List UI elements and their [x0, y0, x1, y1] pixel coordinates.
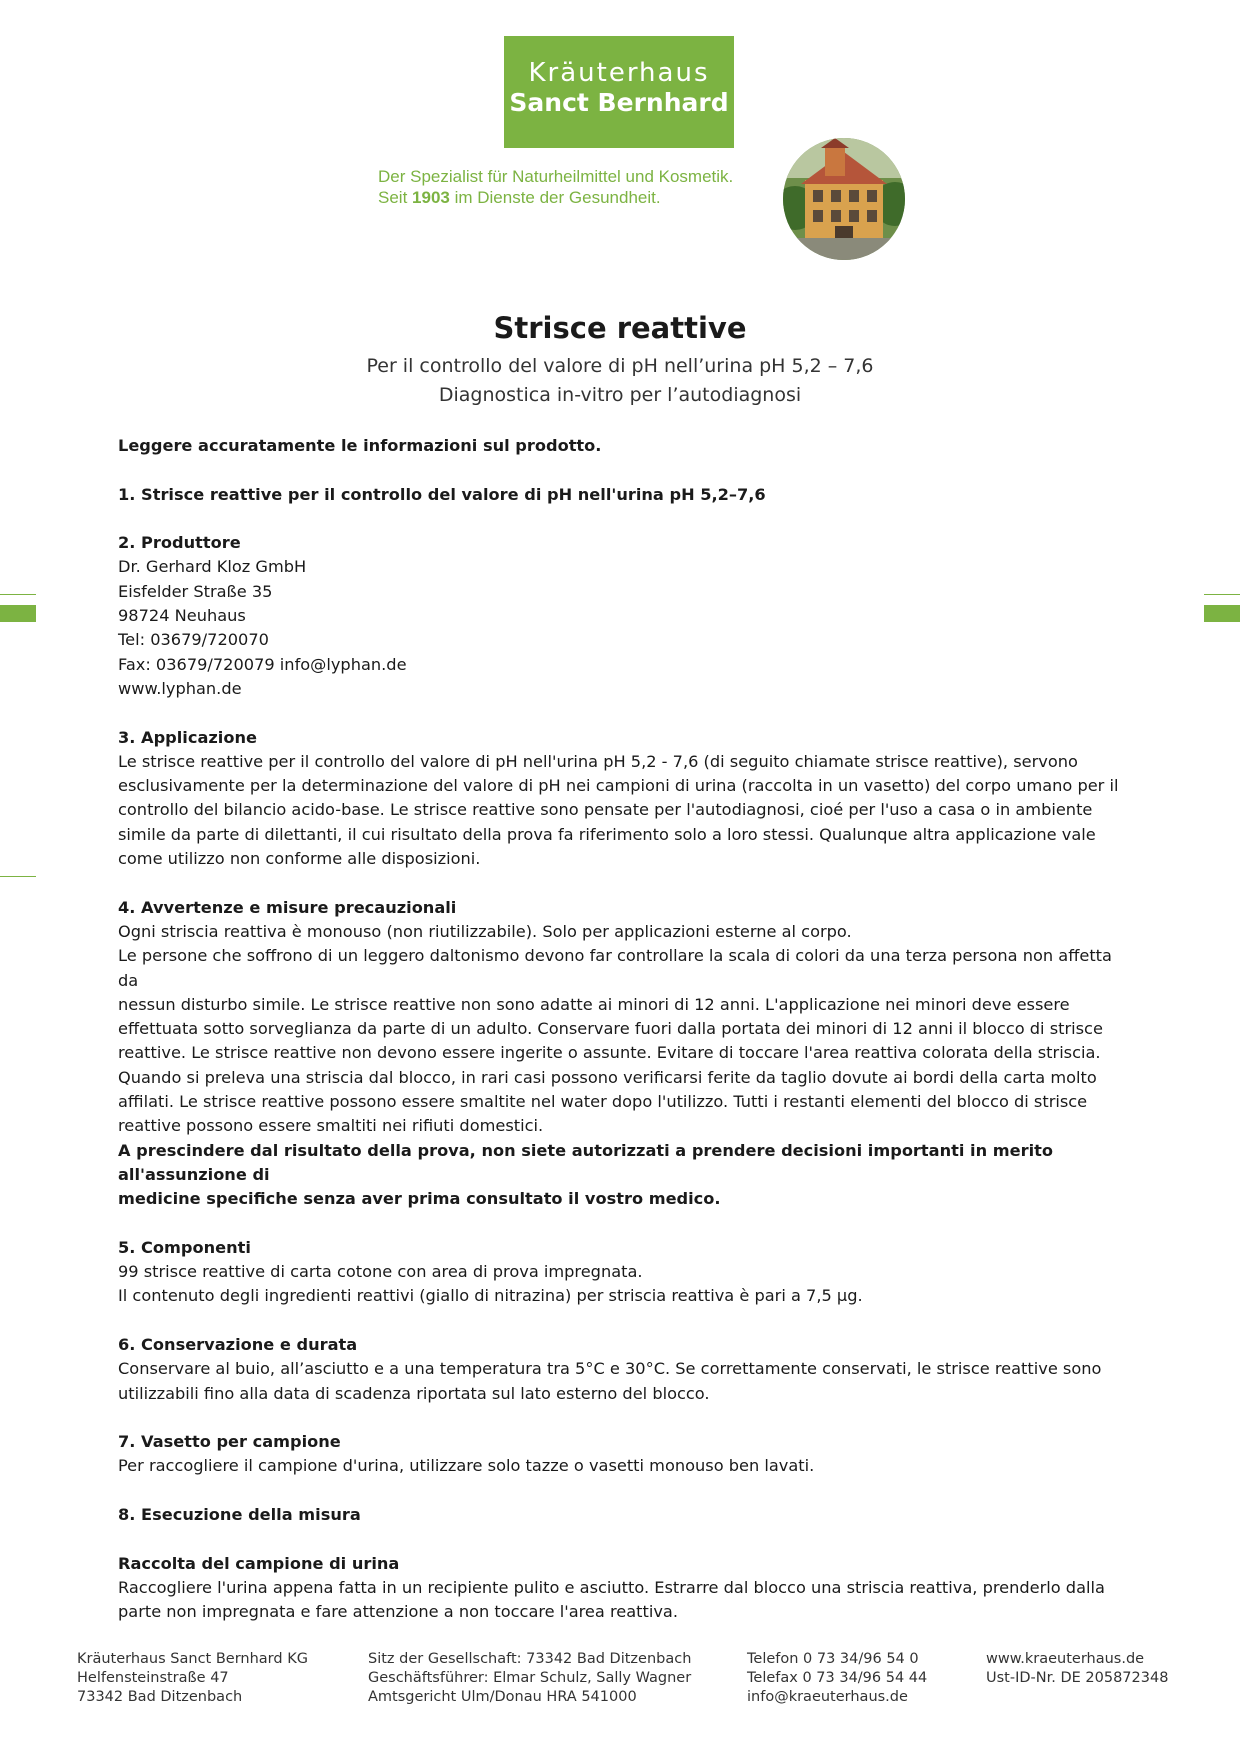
section-3-text: come utilizzo non conforme alle disposizioni. [118, 849, 481, 869]
section-7-text: Per raccogliere il campione d'urina, utilizzare solo tazze o vasetti monouso ben lavati. [118, 1456, 815, 1476]
section-2-heading: 2. Produttore [118, 533, 241, 553]
building-photo-image [783, 138, 905, 260]
footer-court: Amtsgericht Ulm/Donau HRA 541000 [368, 1689, 637, 1705]
section-8a-text: Raccogliere l'urina appena fatta in un recipiente pulito e asciutto. Estrarre dal blocco una striscia reattiva, prenderlo dalla [118, 1577, 1105, 1597]
manufacturer-name: Dr. Gerhard Kloz GmbH [118, 557, 307, 577]
section-5-text: Il contenuto degli ingredienti reattivi (giallo di nitrazina) per striscia reattiva è pari a 7,5 µg. [118, 1286, 863, 1306]
section-3-text: controllo del bilancio acido-base. Le strisce reattive sono pensate per l'autodiagnosi, cioé per l'uso a casa o in ambiente [118, 800, 1093, 820]
manufacturer-city: 98724 Neuhaus [118, 606, 246, 626]
manufacturer-website: www.lyphan.de [118, 678, 242, 698]
section-8a-text: parte non impregnata e fare attenzione a non toccare l'area reattiva. [118, 1602, 678, 1622]
section-3-heading: 3. Applicazione [118, 727, 257, 747]
footer-phone: Telefon 0 73 34/96 54 0 [747, 1651, 919, 1667]
section-4-text: reattive possono essere smaltiti nei rifiuti domestici. [118, 1116, 544, 1136]
footer-seat: Sitz der Gesellschaft: 73342 Bad Ditzenbach [368, 1651, 692, 1667]
section-8a [118, 1552, 1128, 1625]
section-4-text: affilati. Le strisce reattive possono essere smaltite nel water dopo l'utilizzo. Tutti i restanti elementi del blocco di strisce [118, 1092, 1088, 1112]
manufacturer-fax-email: Fax: 03679/720079 info@lyphan.de [118, 654, 407, 674]
brand-name-line1: Kräuterhaus [528, 58, 710, 88]
section-4-text: Le persone che soffrono di un leggero daltonismo devono far controllare la scala di colori da una terza persona non affetta da [118, 946, 1112, 990]
section-4-text: Ogni striscia reattiva è monouso (non riutilizzabile). Solo per applicazioni esterne al corpo. [118, 921, 852, 941]
brand-tagline [378, 166, 733, 208]
section-5-heading: 5. Componenti [118, 1237, 251, 1257]
section-6-heading: 6. Conservazione e durata [118, 1334, 358, 1354]
section-4-text: effettuata sotto sorveglianza da parte di un adulto. Conservare fuori dalla portata dei minori di 12 anni il blocco di strisce [118, 1019, 1103, 1039]
section-8-heading: 8. Esecuzione della misura [118, 1505, 361, 1525]
section-3 [118, 726, 1128, 872]
section-5 [118, 1236, 1128, 1309]
section-6-text: Conservare al buio, all’asciutto e a una temperatura tra 5°C e 30°C. Se correttamente conservati, le strisce reattive sono [118, 1359, 1102, 1379]
footer-company-city: 73342 Bad Ditzenbach [77, 1689, 243, 1705]
intro-text: Leggere accuratamente le informazioni sul prodotto. [118, 436, 602, 455]
footer-website: www.kraeuterhaus.de [986, 1651, 1145, 1667]
section-4-warning: A prescindere dal risultato della prova, non siete autorizzati a prendere decisioni importanti in merito all'assunzione di [118, 1140, 1053, 1184]
document-title: Strisce reattive [493, 311, 747, 345]
section-4-warning: medicine specifiche senza aver prima consultato il vostro medico. [118, 1189, 721, 1209]
section-2 [118, 531, 1128, 701]
document-subtitle-1: Per il controllo del valore di pH nell’urina pH 5,2 – 7,6 [366, 355, 874, 377]
footer-contact [747, 1650, 927, 1707]
footer-company-name: Kräuterhaus Sanct Bernhard KG [77, 1651, 308, 1667]
right-fold-line-top [1204, 594, 1240, 595]
footer-vat-id: Ust-ID-Nr. DE 205872348 [986, 1670, 1169, 1686]
document-body [118, 434, 1128, 1649]
section-5-text: 99 strisce reattive di carta cotone con area di prova impregnata. [118, 1262, 643, 1282]
manufacturer-phone: Tel: 03679/720070 [118, 630, 269, 650]
left-fold-line-bottom [0, 876, 36, 877]
footer-fax: Telefax 0 73 34/96 54 44 [747, 1670, 928, 1686]
section-6-text: utilizzabili fino alla data di scadenza riportata sul lato esterno del blocco. [118, 1383, 710, 1403]
manufacturer-street: Eisfelder Straße 35 [118, 581, 273, 601]
section-4-text: nessun disturbo simile. Le strisce reattive non sono adatte ai minori di 12 anni. L'applicazione nei minori deve essere [118, 994, 1070, 1014]
section-4-text: Quando si preleva una striscia dal blocco, in rari casi possono verificarsi ferite da taglio dovute ai bordi della carta molto [118, 1067, 1097, 1087]
brand-name-line2: Sanct Bernhard [509, 88, 729, 117]
document-subtitle-2: Diagnostica in-vitro per l’autodiagnosi [438, 384, 802, 406]
section-3-text: esclusivamente per la determinazione del valore di pH nei campioni di urina (raccolta in un vasetto) del corpo umano per il [118, 776, 1119, 796]
tagline-line2: Seit 1903 im Dienste der Gesundheit. [378, 188, 661, 207]
brand-logo [504, 36, 734, 148]
footer-legal [368, 1650, 691, 1707]
footer-company-street: Helfensteinstraße 47 [77, 1670, 229, 1686]
section-1-heading: 1. Strisce reattive per il controllo del valore di pH nell'urina pH 5,2–7,6 [118, 484, 766, 504]
section-7-heading: 7. Vasetto per campione [118, 1432, 341, 1452]
section-8a-heading: Raccolta del campione di urina [118, 1553, 400, 1573]
section-4 [118, 896, 1128, 1212]
footer-company [77, 1650, 308, 1707]
section-4-text: reattive. Le strisce reattive non devono essere ingerite o assunte. Evitare di toccare l'area reattiva colorata della striscia. [118, 1043, 1101, 1063]
footer-web [986, 1650, 1168, 1688]
right-fold-mark [1204, 605, 1240, 622]
section-3-text: simile da parte di dilettanti, il cui risultato della prova fa riferimento solo a loro stessi. Qualunque altra applicazione vale [118, 824, 1096, 844]
footer-managers: Geschäftsführer: Elmar Schulz, Sally Wagner [368, 1670, 692, 1686]
tagline-line1: Der Spezialist für Naturheilmittel und Kosmetik. [378, 167, 734, 186]
section-3-text: Le strisce reattive per il controllo del valore di pH nell'urina pH 5,2 - 7,6 (di seguito chiamate strisce reattive), servono [118, 751, 1078, 771]
section-6 [118, 1333, 1128, 1406]
left-fold-line-top [0, 594, 36, 595]
section-7 [118, 1430, 1128, 1479]
section-4-heading: 4. Avvertenze e misure precauzionali [118, 897, 457, 917]
left-fold-mark [0, 605, 36, 622]
footer-email: info@kraeuterhaus.de [747, 1689, 908, 1705]
